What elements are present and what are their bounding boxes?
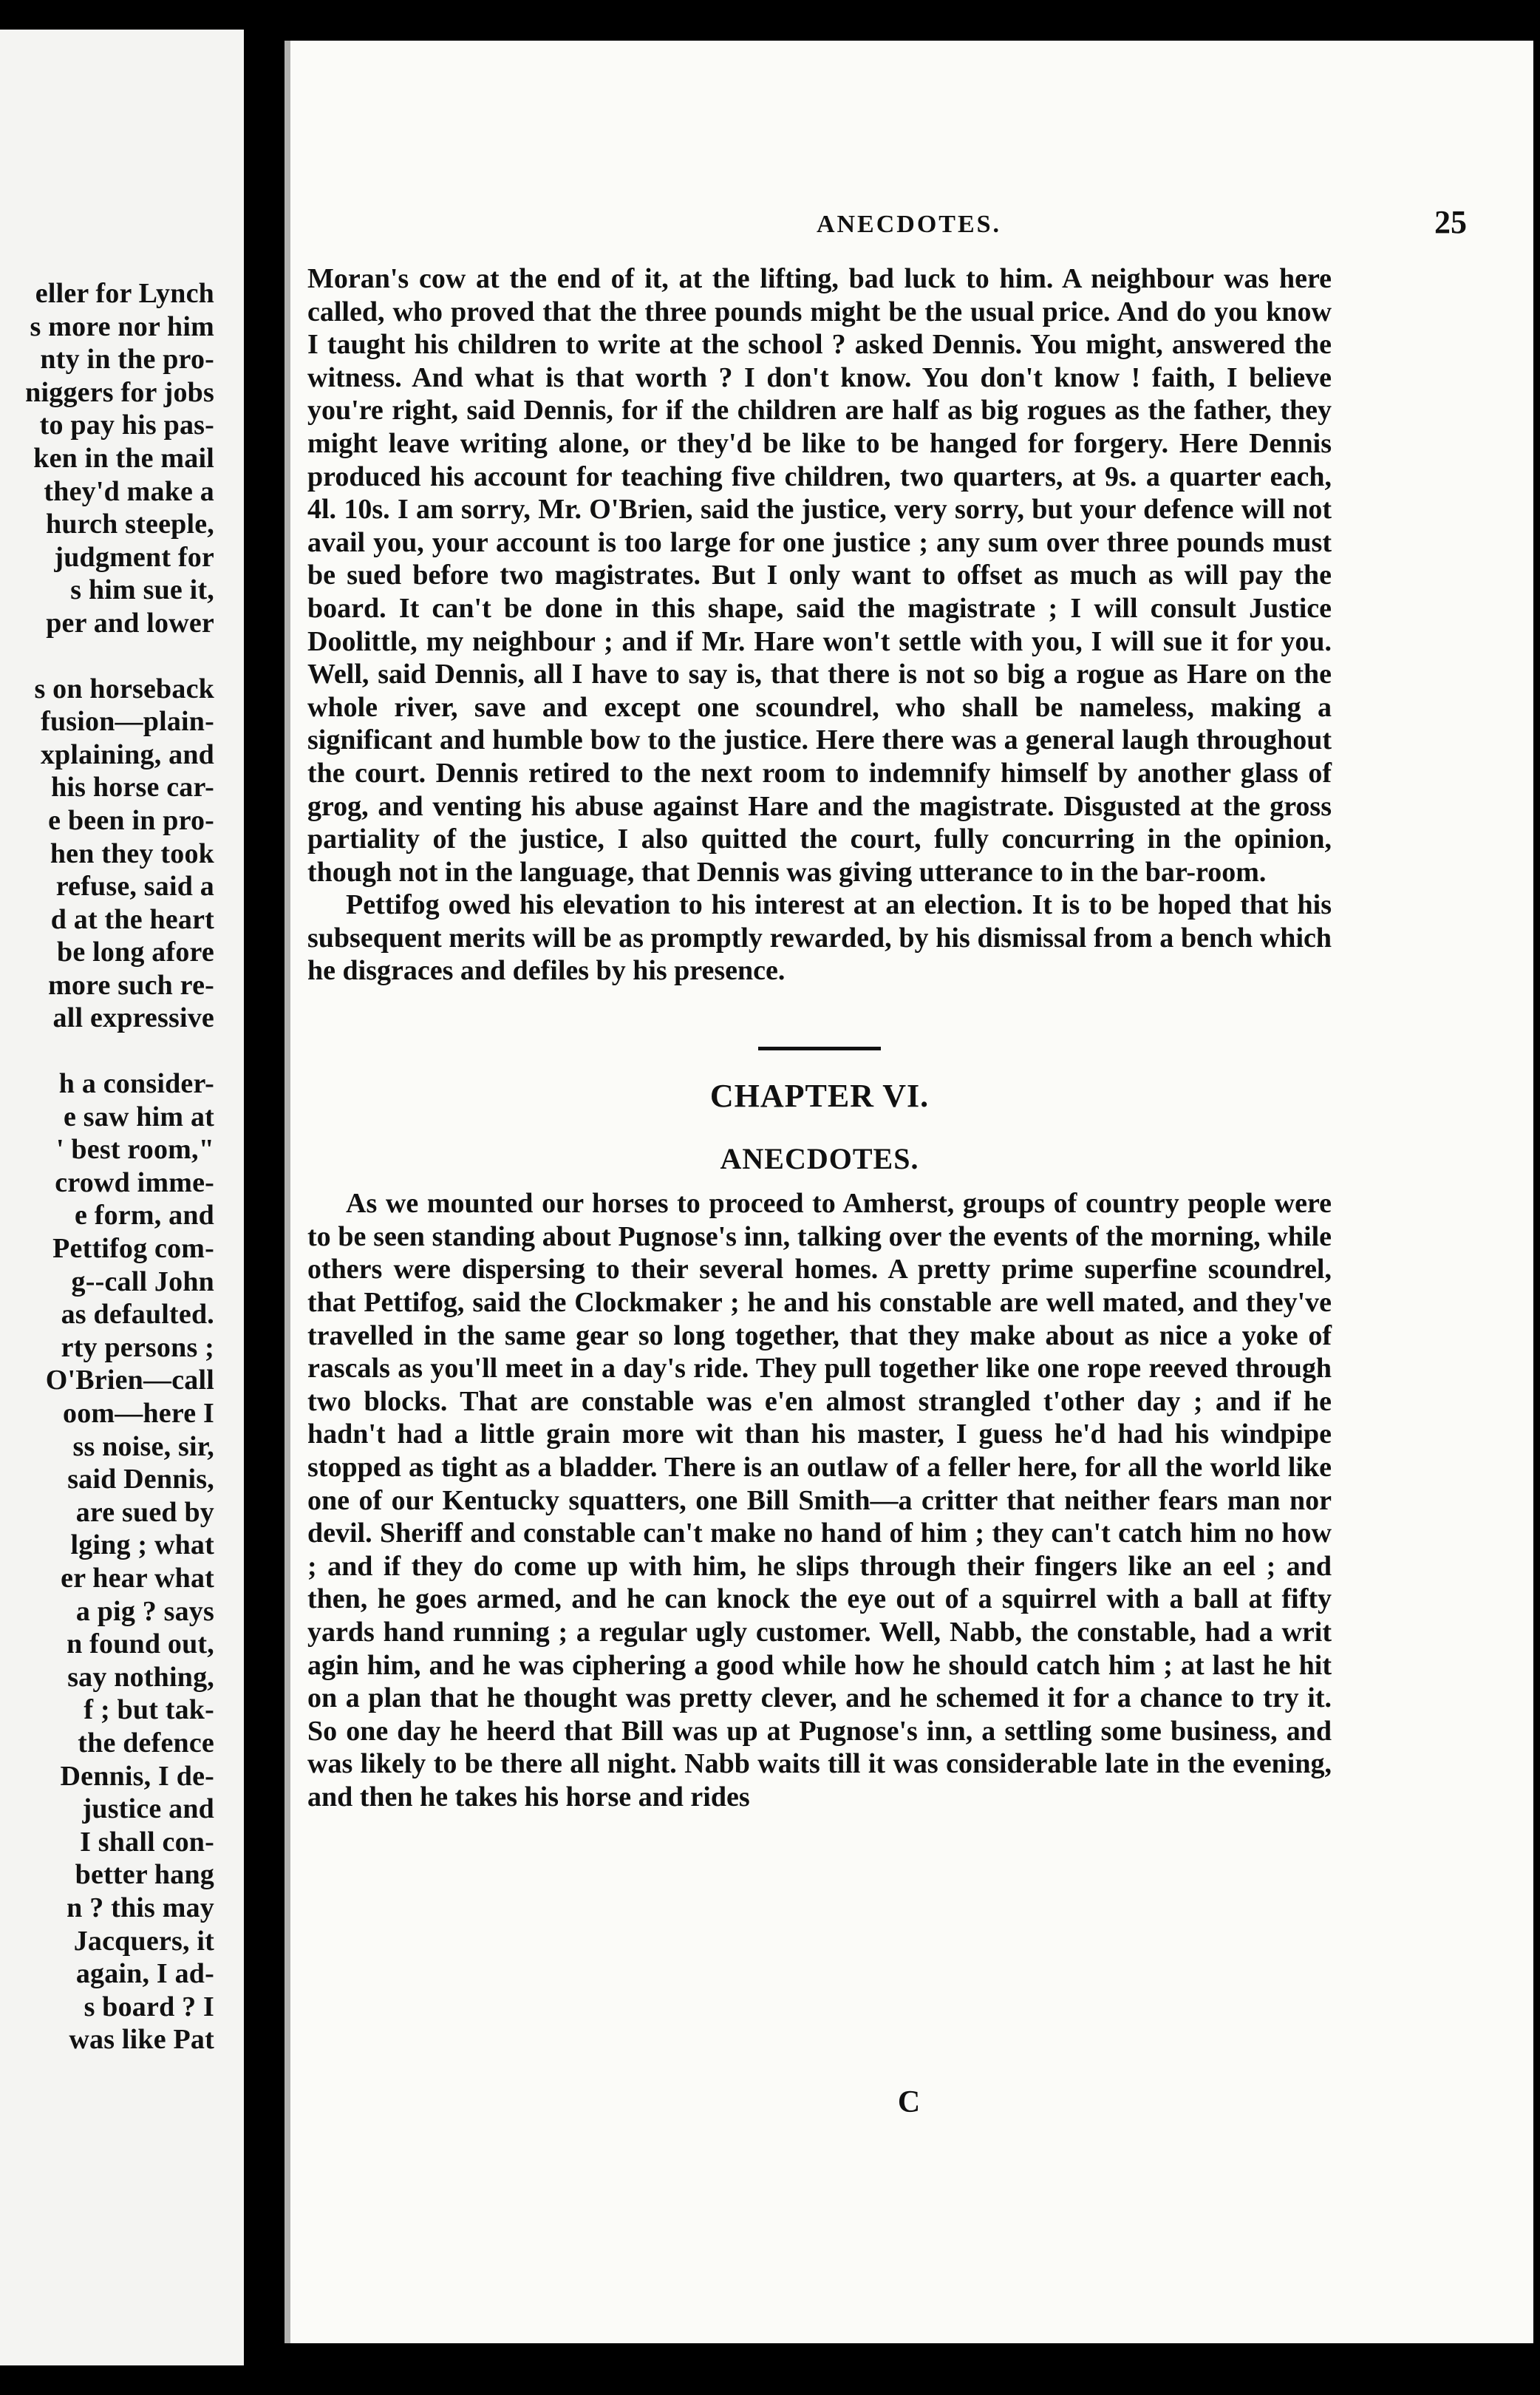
facing-page-line: better hang [75,1859,214,1891]
facing-page-line: s him sue it, [70,574,214,606]
facing-page-line: as defaulted. [61,1299,214,1331]
facing-page-line: f ; but tak- [84,1694,214,1726]
facing-page-line: I shall con- [80,1826,214,1858]
running-head [285,204,1533,255]
paragraph-court-scene: Moran's cow at the end of it, at the lifting, bad luck to him. A neighbour was here called, who proved that the three pounds might be the usual price. And do you know I taught his children to write at the school ? asked Dennis. You might, answered the witness. And what is that worth ? I don't know. You don't know ! faith, I believe you're right, said Dennis, for if the children are half as big rogues as the father, they might leave writing alone, or they'd be like to be hanged for forgery. Here Dennis produced his account for teaching five children, two quarters, at 9s. a quarter each, 4l. 10s. I am sorry, Mr. O'Brien, said the justice, very sorry, but your defence will not avail you, your account is too large for one justice ; any sum over three pounds must be sued before two magistrates. But I only want to offset as much as will pay the board. It can't be done in this shape, said the magistrate ; I will consult Justice Doolittle, my neighbour ; and if Mr. Hare won't settle with you, I will sue it for you. Well, said Dennis, all I have to say is, that there is not so big a rogue as Hare on the whole river, save and except one scoundrel, who shall be nameless, making a significant and humble bow to the justice. Here there was a general laugh throughout the court. Dennis retired to the next room to indemnify himself by another glass of grog, and venting his abuse against Hare and the magistrate. Disgusted at the gross partiality of the justice, I also quitted the court, fully concurring in the opinion, though not in the language, that Dennis was giving utterance to in the bar-room. [307,263,1332,888]
facing-page-line: rty persons ; [61,1331,214,1363]
facing-page-line: are sued by [75,1496,214,1528]
running-head-title: ANECDOTES. [816,211,1002,238]
facing-page-line: e saw him at [64,1101,214,1132]
facing-page-gap [0,1035,244,1067]
page-edge-shadow [285,41,290,2343]
facing-page-line: er hear what [61,1562,214,1594]
facing-page-line: they'd make a [44,475,214,507]
facing-page-line: again, I ad- [75,1958,214,1990]
facing-page-lines [0,277,244,2056]
facing-page-line: hurch steeple, [46,509,214,540]
facing-page-line: lging ; what [70,1529,214,1561]
facing-page-line: a pig ? says [75,1595,214,1627]
facing-page-line: was like Pat [69,2024,214,2056]
book-gutter [244,0,285,2395]
body-text [307,262,1332,1814]
facing-page-line: eller for Lynch [35,278,214,309]
facing-page-line: fusion—plain- [41,706,214,738]
facing-page-line: O'Brien—call [45,1365,214,1396]
facing-page-line: xplaining, and [40,738,214,770]
book-page [285,41,1533,2343]
signature-mark: C [897,2085,921,2119]
facing-page-line: hen they took [50,838,214,869]
chapter-divider-rule [758,1047,881,1050]
facing-page-line: more such re- [48,969,214,1001]
facing-page-line: g--call John [71,1266,214,1297]
paragraph-pettifog: Pettifog owed his elevation to his interest at an election. It is to be hoped that his subsequent merits will be as promptly rewarded, by his dismissal from a bench which he disgraces and defiles by his presence. [307,889,1332,987]
facing-page-line: s board ? I [84,1991,214,2022]
facing-page-line: refuse, said a [55,871,214,903]
facing-page-line: be long afore [57,937,214,968]
facing-page-line: judgment for [54,541,214,573]
facing-page-line: Pettifog com- [52,1233,214,1265]
facing-page-line: said Dennis, [67,1464,214,1495]
facing-page-line: d at the heart [50,903,214,935]
facing-page-line: n ? this may [67,1892,214,1923]
facing-page-line: e been in pro- [48,804,214,836]
facing-page-line: per and lower [46,607,214,639]
facing-page-line: oom—here I [63,1398,214,1429]
chapter-title: ANECDOTES. [720,1141,919,1175]
facing-page-line: h a consider- [58,1068,214,1100]
facing-page-line: say nothing, [67,1661,214,1693]
facing-page-line: s more nor him [30,310,214,342]
facing-page-line: e form, and [74,1200,214,1232]
facing-page-line: justice and [82,1793,214,1825]
facing-page-line: nty in the pro- [40,344,214,376]
facing-page-fragment [0,30,244,2365]
facing-page-line: all expressive [52,1002,214,1034]
facing-page-gap [0,640,244,673]
facing-page-line: ken in the mail [33,442,214,474]
facing-page-line: Jacquers, it [73,1925,214,1957]
facing-page-line: n found out, [67,1628,214,1660]
facing-page-line: s on horseback [34,673,214,704]
facing-page-line: to pay his pas- [39,410,214,441]
facing-page-line: ' best room," [55,1134,214,1166]
facing-page-line: ss noise, sir, [72,1430,214,1462]
facing-page-line: Dennis, I de- [60,1760,214,1792]
paragraph-anecdote: As we mounted our horses to proceed to Amherst, groups of country people were to be seen standing about Pugnose's inn, talking over the events of the morning, while others were dispersing to their several homes. A pretty prime superfine scoundrel, that Pettifog, said the Clockmaker ; he and his constable are well mated, and they've travelled in the same gear so long together, that they make about as nice a yoke of rascals as you'll meet in a day's ride. They pull together like one rope reeved through two blocks. That are constable was e'en almost strangled t'other day ; and if he hadn't had a little grain more wit than his master, I guess he'd had his windpipe stopped as tight as a bladder. There is an outlaw of a feller here, for all the world like one of our Kentucky squatters, one Bill Smith—a critter that neither fears man nor devil. Sheriff and constable can't make no hand of him ; they can't catch him no how ; and if they do come up with him, he slips through their fingers like an eel ; and then, he goes armed, and he can knock the eye out of a squirrel with a ball at fifty yards hand running ; a regular ugly customer. Well, Nabb, the constable, had a writ agin him, and he was ciphering a good while how he should catch him ; at last he hit on a plan that he thought was pretty clever, and he schemed it for a chance to try it. So one day he heerd that Bill was up at Pugnose's inn, a settling some business, and was likely to be there all night. Nabb waits till it was considerable late in the evening, and then he takes his horse and rides [307,1188,1332,1813]
facing-page-line: crowd imme- [55,1166,214,1198]
chapter-number: CHAPTER VI. [709,1078,930,1115]
facing-page-line: the defence [78,1727,214,1759]
facing-page-line: niggers for jobs [25,376,214,408]
facing-page-line: his horse car- [51,772,214,804]
page-number: 25 [1434,204,1467,240]
